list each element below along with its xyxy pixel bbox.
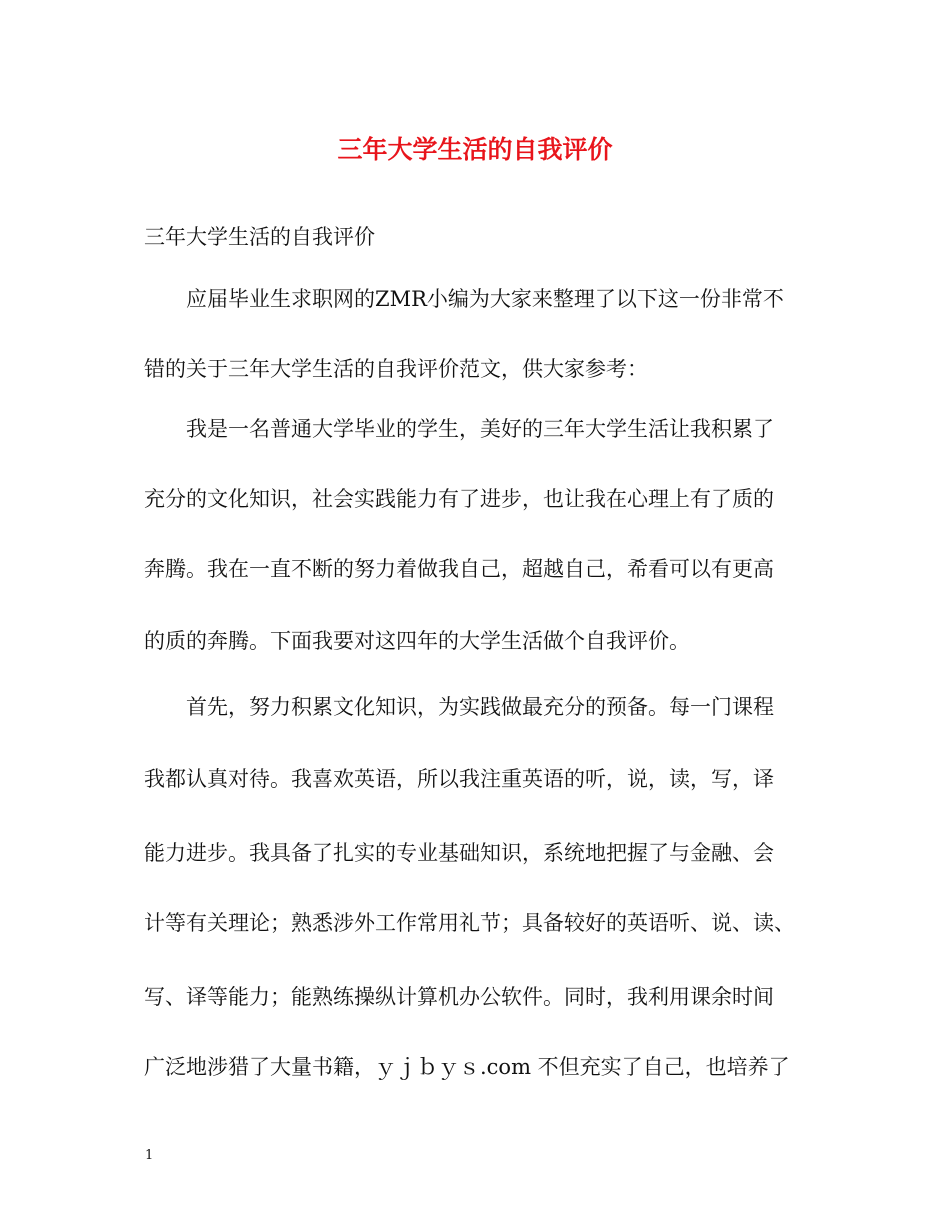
page-number: 1 <box>145 1148 154 1163</box>
text-line: 计等有关理论；熟悉涉外工作常用礼节；具备较好的英语听、说、读、 <box>144 911 795 935</box>
text-line: 错的关于三年大学生活的自我评价范文，供大家参考： <box>144 357 648 381</box>
text-line: 的质的奔腾。下面我要对这四年的大学生活做个自我评价。 <box>144 629 690 653</box>
text-line: 我都认真对待。我喜欢英语，所以我注重英语的听，说，读，写，译 <box>144 767 774 791</box>
subtitle-line: 三年大学生活的自我评价 <box>144 225 375 249</box>
text-line: 我是一名普通大学毕业的学生，美好的三年大学生活让我积累了 <box>144 417 774 441</box>
text-line: 写、译等能力；能熟练操纵计算机办公软件。同时，我利用课余时间 <box>144 985 774 1009</box>
text-line: 首先，努力积累文化知识，为实践做最充分的预备。每一门课程 <box>144 695 774 719</box>
text-line: 应届毕业生求职网的ZMR小编为大家来整理了以下这一份非常不 <box>144 287 784 311</box>
text-line: 能力进步。我具备了扎实的专业基础知识，系统地把握了与金融、会 <box>144 841 774 865</box>
text-line: 奔腾。我在一直不断的努力着做我自己，超越自己，希看可以有更高 <box>144 557 774 581</box>
text-line: 充分的文化知识，社会实践能力有了进步，也让我在心理上有了质的 <box>144 487 774 511</box>
document-title: 三年大学生活的自我评价 <box>337 135 613 164</box>
text-line: 广泛地涉猎了大量书籍，ｙｊｂｙｓ.com 不但充实了自己，也培养了 <box>144 1055 790 1079</box>
